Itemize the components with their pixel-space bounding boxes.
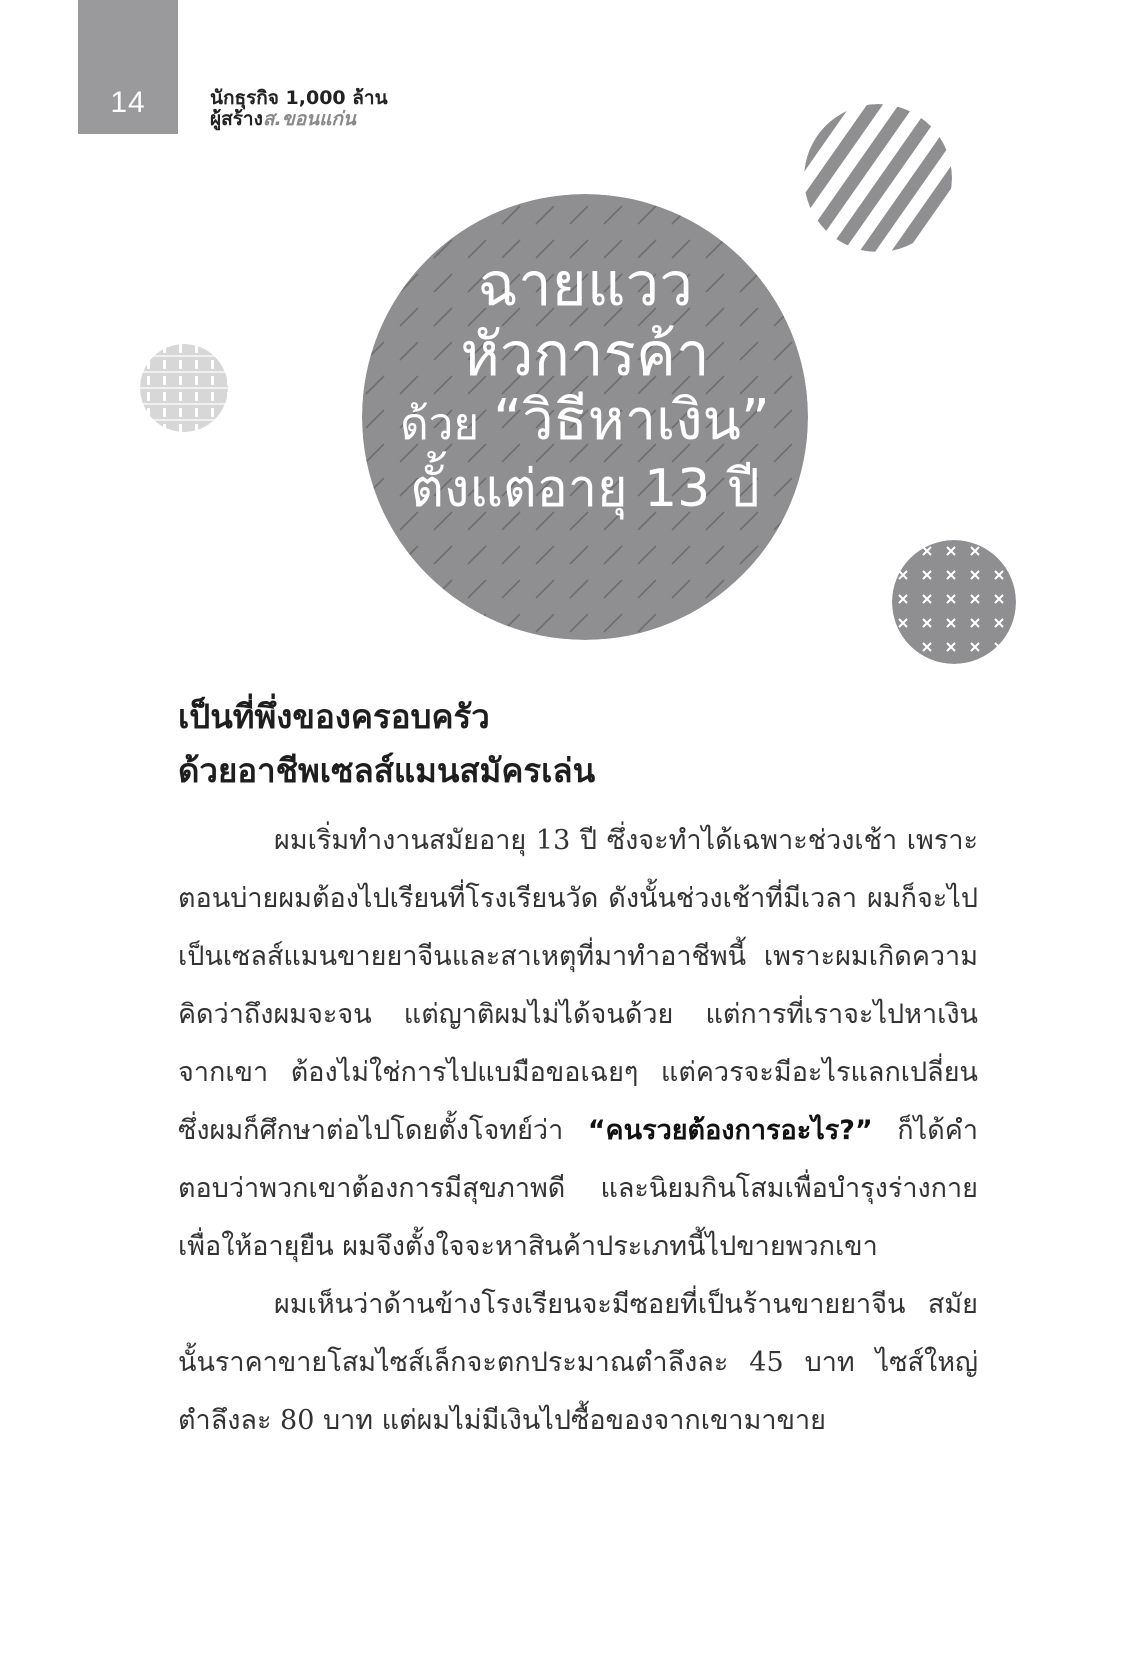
chapter-title-line-3 [362, 390, 808, 456]
chapter-title-line-1: ฉายแวว [477, 250, 693, 320]
byline-prefix: ผู้สร้าง [210, 108, 263, 130]
section-heading [178, 690, 595, 798]
grid-circle-decoration [140, 344, 228, 432]
page-number-tab [78, 0, 178, 134]
chapter-title-quote: “วิธีหาเงิน” [493, 388, 770, 453]
page-number: 14 [110, 86, 146, 119]
body-paragraph-1 [178, 812, 978, 1276]
striped-circle-decoration [804, 104, 952, 252]
chapter-title-line-4: ตั้งแต่อายุ 13 ปี [410, 459, 760, 519]
cross-pattern-circle-decoration [892, 540, 1016, 664]
book-title: นักธุรกิจ 1,000 ล้าน [210, 87, 388, 109]
section-heading-line-1: เป็นที่พึ่งของครอบครัว [178, 697, 490, 736]
body-text [178, 812, 978, 1450]
chapter-title-line-2: หัวการค้า [460, 320, 710, 390]
body-paragraph-2: ผมเห็นว่าด้านข้างโรงเรียนจะมีซอยที่เป็นร้านขายยาจีน สมัยนั้นราคาขายโสมไซส์เล็กจะตกประมาณตำลึงละ 45 บาท ไซส์ใหญ่ตำลึงละ 80 บาท แต่ผมไม่มีเงินไปซื้อของจากเขามาขาย [178, 1289, 978, 1436]
paragraph-1-text: ผมเริ่มทำงานสมัยอายุ 13 ปี ซึ่งจะทำได้เฉพาะช่วงเช้า เพราะตอนบ่ายผมต้องไปเรียนที่โรงเรียนวัด ดังนั้นช่วงเช้าที่มีเวลา ผมก็จะไปเป็นเซลส์แมนขายยาจีนและสาเหตุที่มาทำอาชีพนี้ เพราะผมเกิดความคิดว่าถึงผมจะจน แต่ญาติผมไม่ได้จนด้วย แต่การที่เราจะไปหาเงินจากเขา ต้องไม่ใช่การไปแบมือขอเฉยๆ แต่ควรจะมีอะไรแลกเปลี่ยน ซึ่งผมก็ศึกษาต่อไปโดยตั้งโจทย์ว่า [178, 825, 978, 1146]
chapter-title [362, 250, 808, 522]
chapter-title-prefix: ด้วย [400, 399, 480, 450]
emphasis-question: “คนรวยต้องการอะไร?” [587, 1115, 873, 1146]
running-head [210, 88, 388, 130]
paragraph-1-end: ก็ได้คำตอบว่าพวกเขาต้องการมีสุขภาพดี และนิยมกินโสมเพื่อบำรุงร่างกายเพื่อให้อายุยืน ผมจึงตั้งใจจะหาสินค้าประเภทนี้ไปขายพวกเขา [178, 1115, 978, 1262]
byline-author: ส.ขอนแก่น [262, 108, 356, 130]
byline [210, 109, 388, 130]
section-heading-line-2: ด้วยอาชีพเซลส์แมนสมัครเล่น [178, 751, 596, 790]
